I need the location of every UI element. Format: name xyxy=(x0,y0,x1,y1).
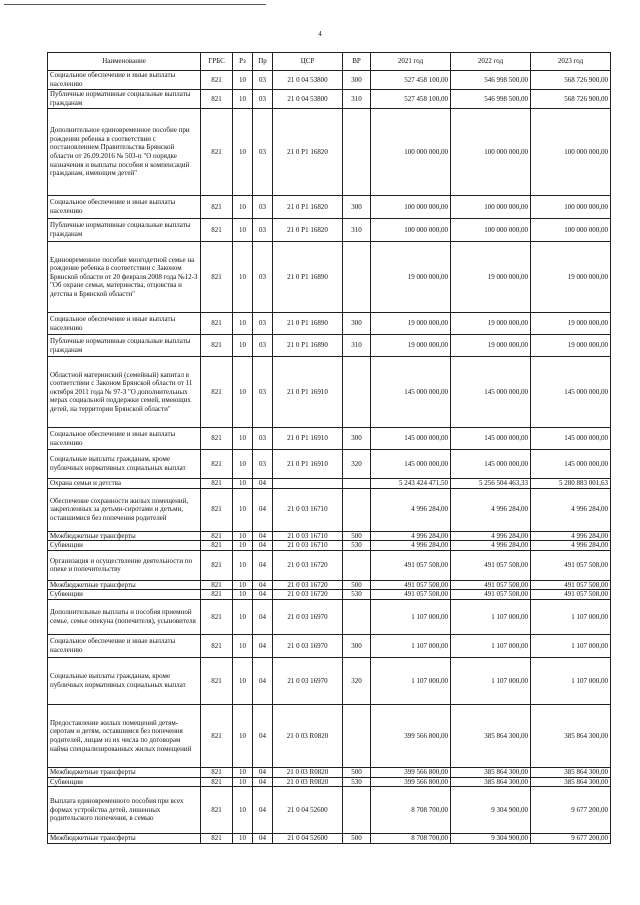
table-row xyxy=(48,787,611,834)
amount-2021-cell: 4 996 284,00 xyxy=(371,541,451,551)
table-row xyxy=(48,590,611,600)
amount-2021-cell: 145 000 000,00 xyxy=(371,357,451,428)
amount-2023-cell: 100 000 000,00 xyxy=(531,219,611,242)
page-number: 4 xyxy=(318,30,322,38)
pr-cell: 04 xyxy=(253,599,273,634)
csr-cell: 21 0 03 R0820 xyxy=(273,704,343,767)
amount-2023-cell: 100 000 000,00 xyxy=(531,196,611,219)
table-row xyxy=(48,428,611,450)
amount-2021-cell: 4 996 284,00 xyxy=(371,488,451,531)
pr-cell: 04 xyxy=(253,488,273,531)
row-name-cell: Социальное обеспечение и иные выплаты населению xyxy=(48,196,201,219)
grbs-cell: 821 xyxy=(201,599,233,634)
table-row xyxy=(48,196,611,219)
pr-cell: 03 xyxy=(253,196,273,219)
pr-cell: 04 xyxy=(253,657,273,704)
rz-cell: 10 xyxy=(233,531,253,541)
row-name-cell: Дополнительные выплаты и пособия приемной семье, семье опекуна (попечителя), усыновителя xyxy=(48,599,201,634)
csr-cell: 21 0 04 52600 xyxy=(273,787,343,834)
amount-2021-cell: 100 000 000,00 xyxy=(371,219,451,242)
amount-2023-cell: 4 996 284,00 xyxy=(531,488,611,531)
pr-cell: 03 xyxy=(253,71,273,90)
pr-cell: 04 xyxy=(253,634,273,657)
row-name-cell: Публичные нормативные социальные выплаты гражданам xyxy=(48,219,201,242)
vr-cell xyxy=(343,488,371,531)
amount-2021-cell: 399 566 800,00 xyxy=(371,767,451,777)
amount-2021-cell: 399 566 800,00 xyxy=(371,704,451,767)
vr-cell xyxy=(343,109,371,196)
table-row xyxy=(48,90,611,109)
table-row xyxy=(48,335,611,357)
rz-cell: 10 xyxy=(233,580,253,590)
amount-2023-cell: 491 057 508,00 xyxy=(531,580,611,590)
vr-cell xyxy=(343,242,371,313)
pr-cell: 03 xyxy=(253,313,273,335)
column-header: ЦСР xyxy=(273,53,343,71)
table-row xyxy=(48,313,611,335)
grbs-cell: 821 xyxy=(201,590,233,600)
grbs-cell: 821 xyxy=(201,428,233,450)
amount-2021-cell: 527 458 100,00 xyxy=(371,90,451,109)
rz-cell: 10 xyxy=(233,550,253,580)
pr-cell: 03 xyxy=(253,428,273,450)
amount-2022-cell: 9 304 900,00 xyxy=(451,834,531,844)
vr-cell xyxy=(343,704,371,767)
amount-2022-cell: 19 000 000,00 xyxy=(451,313,531,335)
amount-2023-cell: 4 996 284,00 xyxy=(531,541,611,551)
amount-2022-cell: 4 996 284,00 xyxy=(451,541,531,551)
column-header: ГРБС xyxy=(201,53,233,71)
grbs-cell: 821 xyxy=(201,219,233,242)
amount-2023-cell: 19 000 000,00 xyxy=(531,313,611,335)
amount-2023-cell: 5 280 883 001,63 xyxy=(531,479,611,489)
amount-2021-cell: 527 458 100,00 xyxy=(371,71,451,90)
amount-2022-cell: 100 000 000,00 xyxy=(451,219,531,242)
csr-cell: 21 0 P1 16890 xyxy=(273,335,343,357)
grbs-cell: 821 xyxy=(201,541,233,551)
amount-2023-cell: 1 107 000,00 xyxy=(531,599,611,634)
table-row xyxy=(48,109,611,196)
row-name-cell: Обеспечение сохранности жилых помещений, закрепленных за детьми-сиротами и детьми, оставшимися без попечения родителей xyxy=(48,488,201,531)
amount-2021-cell: 8 708 700,00 xyxy=(371,787,451,834)
budget-table xyxy=(47,52,611,844)
amount-2021-cell: 100 000 000,00 xyxy=(371,196,451,219)
pr-cell: 04 xyxy=(253,550,273,580)
row-name-cell: Межбюджетные трансферты xyxy=(48,580,201,590)
rz-cell: 10 xyxy=(233,242,253,313)
rz-cell: 10 xyxy=(233,488,253,531)
rz-cell: 10 xyxy=(233,71,253,90)
csr-cell: 21 0 04 53800 xyxy=(273,71,343,90)
amount-2023-cell: 1 107 000,00 xyxy=(531,657,611,704)
rz-cell: 10 xyxy=(233,313,253,335)
amount-2023-cell: 100 000 000,00 xyxy=(531,109,611,196)
table-row xyxy=(48,580,611,590)
pr-cell: 04 xyxy=(253,590,273,600)
csr-cell: 21 0 03 16710 xyxy=(273,488,343,531)
csr-cell: 21 0 P1 16910 xyxy=(273,357,343,428)
amount-2022-cell: 145 000 000,00 xyxy=(451,357,531,428)
row-name-cell: Субвенции xyxy=(48,777,201,787)
rz-cell: 10 xyxy=(233,450,253,479)
vr-cell xyxy=(343,550,371,580)
pr-cell: 03 xyxy=(253,357,273,428)
table-row xyxy=(48,357,611,428)
pr-cell: 03 xyxy=(253,109,273,196)
amount-2023-cell: 4 996 284,00 xyxy=(531,531,611,541)
column-header: 2022 год xyxy=(451,53,531,71)
rz-cell: 10 xyxy=(233,357,253,428)
rz-cell: 10 xyxy=(233,767,253,777)
rz-cell: 10 xyxy=(233,335,253,357)
pr-cell: 03 xyxy=(253,90,273,109)
rz-cell: 10 xyxy=(233,109,253,196)
vr-cell: 530 xyxy=(343,541,371,551)
pr-cell: 04 xyxy=(253,704,273,767)
amount-2022-cell: 4 996 284,00 xyxy=(451,531,531,541)
amount-2021-cell: 19 000 000,00 xyxy=(371,335,451,357)
vr-cell xyxy=(343,787,371,834)
grbs-cell: 821 xyxy=(201,704,233,767)
amount-2022-cell: 1 107 000,00 xyxy=(451,599,531,634)
grbs-cell: 821 xyxy=(201,479,233,489)
vr-cell: 300 xyxy=(343,634,371,657)
table-row xyxy=(48,834,611,844)
row-name-cell: Охрана семьи и детства xyxy=(48,479,201,489)
amount-2023-cell: 385 864 300,00 xyxy=(531,767,611,777)
amount-2023-cell: 568 726 900,00 xyxy=(531,90,611,109)
grbs-cell: 821 xyxy=(201,313,233,335)
amount-2022-cell: 145 000 000,00 xyxy=(451,450,531,479)
amount-2022-cell: 1 107 000,00 xyxy=(451,634,531,657)
csr-cell: 21 0 04 52600 xyxy=(273,834,343,844)
row-name-cell: Социальное обеспечение и иные выплаты населению xyxy=(48,71,201,90)
amount-2022-cell: 4 996 284,00 xyxy=(451,488,531,531)
vr-cell: 320 xyxy=(343,450,371,479)
amount-2023-cell: 491 057 508,00 xyxy=(531,550,611,580)
row-name-cell: Дополнительное единовременное пособие при рождении ребенка в соответствии с постановлением Правительства Брянской области от 26.09.2016 № 503-п "О порядке назначения и выплаты пособия и компенсаций гражданам, имеющим детей" xyxy=(48,109,201,196)
amount-2022-cell: 19 000 000,00 xyxy=(451,335,531,357)
table-header-row xyxy=(48,53,611,71)
rz-cell: 10 xyxy=(233,541,253,551)
grbs-cell: 821 xyxy=(201,550,233,580)
vr-cell: 300 xyxy=(343,71,371,90)
amount-2022-cell: 491 057 508,00 xyxy=(451,590,531,600)
table-row xyxy=(48,242,611,313)
table-row xyxy=(48,488,611,531)
amount-2021-cell: 491 057 508,00 xyxy=(371,550,451,580)
row-name-cell: Выплата единовременного пособия при всех формах устройства детей, лишенных родительского попечения, в семью xyxy=(48,787,201,834)
amount-2021-cell: 1 107 000,00 xyxy=(371,634,451,657)
table-row xyxy=(48,777,611,787)
amount-2022-cell: 9 304 900,00 xyxy=(451,787,531,834)
amount-2022-cell: 5 256 504 463,33 xyxy=(451,479,531,489)
csr-cell: 21 0 P1 16820 xyxy=(273,219,343,242)
amount-2023-cell: 145 000 000,00 xyxy=(531,450,611,479)
vr-cell: 500 xyxy=(343,767,371,777)
amount-2023-cell: 9 677 200,00 xyxy=(531,834,611,844)
grbs-cell: 821 xyxy=(201,657,233,704)
csr-cell: 21 0 03 16720 xyxy=(273,580,343,590)
row-name-cell: Межбюджетные трансферты xyxy=(48,531,201,541)
amount-2021-cell: 19 000 000,00 xyxy=(371,313,451,335)
amount-2021-cell: 491 057 508,00 xyxy=(371,590,451,600)
rz-cell: 10 xyxy=(233,196,253,219)
rz-cell: 10 xyxy=(233,834,253,844)
pr-cell: 04 xyxy=(253,541,273,551)
vr-cell xyxy=(343,479,371,489)
amount-2022-cell: 491 057 508,00 xyxy=(451,550,531,580)
amount-2023-cell: 145 000 000,00 xyxy=(531,357,611,428)
csr-cell: 21 0 03 16710 xyxy=(273,541,343,551)
csr-cell: 21 0 03 16720 xyxy=(273,590,343,600)
vr-cell: 300 xyxy=(343,196,371,219)
amount-2022-cell: 100 000 000,00 xyxy=(451,109,531,196)
amount-2021-cell: 145 000 000,00 xyxy=(371,428,451,450)
amount-2022-cell: 546 998 500,00 xyxy=(451,90,531,109)
grbs-cell: 821 xyxy=(201,767,233,777)
column-header: ВР xyxy=(343,53,371,71)
amount-2021-cell: 100 000 000,00 xyxy=(371,109,451,196)
amount-2021-cell: 4 996 284,00 xyxy=(371,531,451,541)
amount-2022-cell: 100 000 000,00 xyxy=(451,196,531,219)
amount-2023-cell: 145 000 000,00 xyxy=(531,428,611,450)
row-name-cell: Социальное обеспечение и иные выплаты населению xyxy=(48,634,201,657)
amount-2021-cell: 145 000 000,00 xyxy=(371,450,451,479)
row-name-cell: Межбюджетные трансферты xyxy=(48,834,201,844)
amount-2022-cell: 1 107 000,00 xyxy=(451,657,531,704)
grbs-cell: 821 xyxy=(201,777,233,787)
csr-cell: 21 0 04 53800 xyxy=(273,90,343,109)
pr-cell: 04 xyxy=(253,479,273,489)
row-name-cell: Межбюджетные трансферты xyxy=(48,767,201,777)
row-name-cell: Социальные выплаты гражданам, кроме публичных нормативных социальных выплат xyxy=(48,450,201,479)
amount-2022-cell: 385 864 300,00 xyxy=(451,777,531,787)
table-row xyxy=(48,531,611,541)
rz-cell: 10 xyxy=(233,590,253,600)
grbs-cell: 821 xyxy=(201,834,233,844)
pr-cell: 04 xyxy=(253,580,273,590)
csr-cell: 21 0 03 16970 xyxy=(273,634,343,657)
amount-2023-cell: 1 107 000,00 xyxy=(531,634,611,657)
table-row xyxy=(48,657,611,704)
vr-cell: 500 xyxy=(343,580,371,590)
pr-cell: 04 xyxy=(253,787,273,834)
row-name-cell: Субвенции xyxy=(48,590,201,600)
amount-2021-cell: 8 708 700,00 xyxy=(371,834,451,844)
amount-2022-cell: 546 998 500,00 xyxy=(451,71,531,90)
pr-cell: 03 xyxy=(253,335,273,357)
rz-cell: 10 xyxy=(233,704,253,767)
grbs-cell: 821 xyxy=(201,531,233,541)
table-row xyxy=(48,541,611,551)
vr-cell: 530 xyxy=(343,590,371,600)
amount-2023-cell: 19 000 000,00 xyxy=(531,335,611,357)
table-row xyxy=(48,634,611,657)
table-row xyxy=(48,71,611,90)
grbs-cell: 821 xyxy=(201,450,233,479)
vr-cell xyxy=(343,357,371,428)
grbs-cell: 821 xyxy=(201,109,233,196)
pr-cell: 04 xyxy=(253,777,273,787)
top-rule xyxy=(4,4,266,5)
row-name-cell: Единовременное пособие многодетной семье на рождение ребенка в соответствии с Законом Брянской области от 20 февраля 2008 года №12-З "Об охране семьи, материнства, отцовства и детства в Брянской области" xyxy=(48,242,201,313)
vr-cell: 500 xyxy=(343,834,371,844)
table-row xyxy=(48,479,611,489)
csr-cell: 21 0 03 16720 xyxy=(273,550,343,580)
csr-cell: 21 0 03 16970 xyxy=(273,657,343,704)
amount-2023-cell: 568 726 900,00 xyxy=(531,71,611,90)
grbs-cell: 821 xyxy=(201,580,233,590)
amount-2021-cell: 1 107 000,00 xyxy=(371,599,451,634)
table-row xyxy=(48,219,611,242)
csr-cell: 21 0 P1 16890 xyxy=(273,313,343,335)
csr-cell: 21 0 03 R0820 xyxy=(273,767,343,777)
amount-2022-cell: 385 864 300,00 xyxy=(451,767,531,777)
csr-cell: 21 0 03 R0820 xyxy=(273,777,343,787)
amount-2023-cell: 491 057 508,00 xyxy=(531,590,611,600)
column-header: Пр xyxy=(253,53,273,71)
vr-cell: 300 xyxy=(343,313,371,335)
rz-cell: 10 xyxy=(233,787,253,834)
amount-2022-cell: 385 864 300,00 xyxy=(451,704,531,767)
pr-cell: 04 xyxy=(253,767,273,777)
amount-2021-cell: 491 057 508,00 xyxy=(371,580,451,590)
vr-cell: 310 xyxy=(343,335,371,357)
vr-cell: 310 xyxy=(343,90,371,109)
grbs-cell: 821 xyxy=(201,357,233,428)
rz-cell: 10 xyxy=(233,657,253,704)
grbs-cell: 821 xyxy=(201,634,233,657)
csr-cell: 21 0 P1 16820 xyxy=(273,109,343,196)
amount-2021-cell: 399 566 800,00 xyxy=(371,777,451,787)
table-row xyxy=(48,550,611,580)
vr-cell: 300 xyxy=(343,428,371,450)
column-header: 2021 год xyxy=(371,53,451,71)
rz-cell: 10 xyxy=(233,219,253,242)
vr-cell: 320 xyxy=(343,657,371,704)
csr-cell: 21 0 03 16710 xyxy=(273,531,343,541)
grbs-cell: 821 xyxy=(201,488,233,531)
rz-cell: 10 xyxy=(233,479,253,489)
pr-cell: 03 xyxy=(253,242,273,313)
row-name-cell: Социальное обеспечение и иные выплаты населению xyxy=(48,313,201,335)
amount-2021-cell: 5 243 424 471,50 xyxy=(371,479,451,489)
column-header: Наименование xyxy=(48,53,201,71)
row-name-cell: Публичные нормативные социальные выплаты гражданам xyxy=(48,90,201,109)
amount-2023-cell: 385 864 300,00 xyxy=(531,777,611,787)
amount-2023-cell: 385 864 300,00 xyxy=(531,704,611,767)
rz-cell: 10 xyxy=(233,777,253,787)
column-header: 2023 год xyxy=(531,53,611,71)
vr-cell: 530 xyxy=(343,777,371,787)
row-name-cell: Областной материнский (семейный) капитал в соответствии с Законом Брянской области от 11 октября 2011 года № 97-З "О дополнительных мерах социальной поддержки семей, имеющих детей, на территории Брянской области" xyxy=(48,357,201,428)
rz-cell: 10 xyxy=(233,599,253,634)
grbs-cell: 821 xyxy=(201,71,233,90)
vr-cell: 500 xyxy=(343,531,371,541)
column-header: Рз xyxy=(233,53,253,71)
table-row xyxy=(48,450,611,479)
grbs-cell: 821 xyxy=(201,90,233,109)
amount-2023-cell: 19 000 000,00 xyxy=(531,242,611,313)
csr-cell: 21 0 03 16970 xyxy=(273,599,343,634)
pr-cell: 03 xyxy=(253,219,273,242)
row-name-cell: Организация и осуществление деятельности по опеке и попечительству xyxy=(48,550,201,580)
amount-2022-cell: 19 000 000,00 xyxy=(451,242,531,313)
table-row xyxy=(48,767,611,777)
amount-2022-cell: 145 000 000,00 xyxy=(451,428,531,450)
pr-cell: 04 xyxy=(253,834,273,844)
table-body xyxy=(48,71,611,844)
table-row xyxy=(48,704,611,767)
pr-cell: 04 xyxy=(253,531,273,541)
amount-2021-cell: 1 107 000,00 xyxy=(371,657,451,704)
csr-cell: 21 0 P1 16820 xyxy=(273,196,343,219)
grbs-cell: 821 xyxy=(201,787,233,834)
row-name-cell: Субвенции xyxy=(48,541,201,551)
vr-cell xyxy=(343,599,371,634)
rz-cell: 10 xyxy=(233,428,253,450)
row-name-cell: Социальные выплаты гражданам, кроме публичных нормативных социальных выплат xyxy=(48,657,201,704)
rz-cell: 10 xyxy=(233,90,253,109)
grbs-cell: 821 xyxy=(201,242,233,313)
rz-cell: 10 xyxy=(233,634,253,657)
csr-cell: 21 0 P1 16910 xyxy=(273,450,343,479)
pr-cell: 03 xyxy=(253,450,273,479)
amount-2021-cell: 19 000 000,00 xyxy=(371,242,451,313)
vr-cell: 310 xyxy=(343,219,371,242)
csr-cell xyxy=(273,479,343,489)
amount-2023-cell: 9 677 200,00 xyxy=(531,787,611,834)
grbs-cell: 821 xyxy=(201,335,233,357)
row-name-cell: Социальное обеспечение и иные выплаты населению xyxy=(48,428,201,450)
table-row xyxy=(48,599,611,634)
amount-2022-cell: 491 057 508,00 xyxy=(451,580,531,590)
row-name-cell: Предоставление жилых помещений детям-сиротам и детям, оставшимся без попечения родителей, лицам из их числа по договорам найма специализированных жилых помещений xyxy=(48,704,201,767)
csr-cell: 21 0 P1 16910 xyxy=(273,428,343,450)
row-name-cell: Публичные нормативные социальные выплаты гражданам xyxy=(48,335,201,357)
csr-cell: 21 0 P1 16890 xyxy=(273,242,343,313)
grbs-cell: 821 xyxy=(201,196,233,219)
